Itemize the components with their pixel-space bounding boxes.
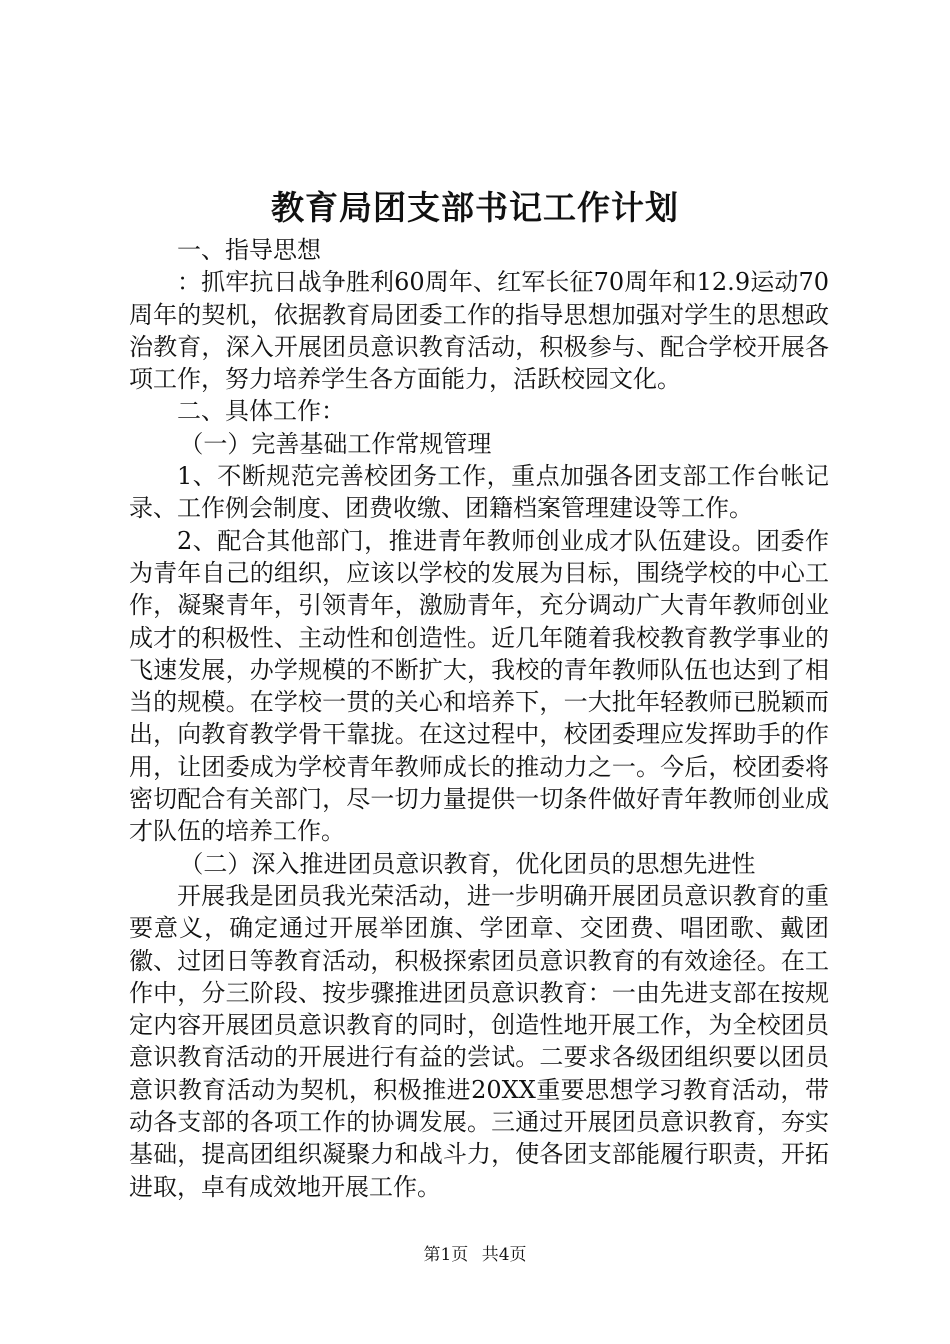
subsection-heading-member-awareness: （二）深入推进团员意识教育，优化团员的思想先进性	[179, 849, 756, 878]
document-title: 教育局团支部书记工作计划	[271, 188, 679, 227]
section-heading-guiding-thought: 一、指导思想	[177, 236, 321, 264]
paragraph-member-awareness: 开展我是团员我光荣活动，进一步明确开展团员意识教育的重要意义，确定通过开展举团旗、学团章、交团费、唱团歌、戴团徽、过团日等教育活动，积极探索团员意识教育的有效途径。在工作中，分三阶段、按步骤推进团员意识教育：一由先进支部在按规定内容开展团员意识教育的同时，创造性地开展工作，为全校团员意识教育活动的开展进行有益的尝试。二要求各级团组织要以团员意识教育活动为契机，积极推进20XX重要思想学习教育活动，带动各支部的各项工作的协调发展。三通过开展团员意识教育，夯实基础，提高团组织凝聚力和战斗力，使各团支部能履行职责，开拓进取，卓有成效地开展工作。	[129, 881, 829, 1201]
page-number: 第1页	[423, 1245, 469, 1265]
document-body	[129, 234, 829, 1203]
section-heading-specific-work: 二、具体工作：	[177, 397, 345, 426]
subsection-heading-basic-work: （一）完善基础工作常规管理	[179, 429, 492, 458]
page-total: 共4页	[481, 1245, 527, 1265]
page-footer	[0, 1243, 950, 1267]
paragraph-item-2: 2、配合其他部门，推进青年教师创业成才队伍建设。团委作为青年自己的组织，应该以学校的发展为目标，围绕学校的中心工作，凝聚青年，引领青年，激励青年，充分调动广大青年教师创业成才的积极性、主动性和创造性。近几年随着我校教育教学事业的飞速发展，办学规模的不断扩大，我校的青年教师队伍也达到了相当的规模。在学校一贯的关心和培养下，一大批年轻教师已脱颖而出，向教育教学骨干靠拢。在这过程中，校团委理应发挥助手的作用，让团委成为学校青年教师成长的推动力之一。今后，校团委将密切配合有关部门，尽一切力量提供一切条件做好青年教师创业成才队伍的培养工作。	[129, 526, 829, 846]
paragraph-item-1: 1、不断规范完善校团务工作，重点加强各团支部工作台帐记录、工作例会制度、团费收缴、团籍档案管理建设等工作。	[129, 462, 829, 523]
paragraph-guiding-thought: ：抓牢抗日战争胜利60周年、红军长征70周年和12.9运动70周年的契机，依据教育局团委工作的指导思想加强对学生的思想政治教育，深入开展团员意识教育活动，积极参与、配合学校开展各项工作，努力培养学生各方面能力，活跃校园文化。	[129, 268, 829, 394]
